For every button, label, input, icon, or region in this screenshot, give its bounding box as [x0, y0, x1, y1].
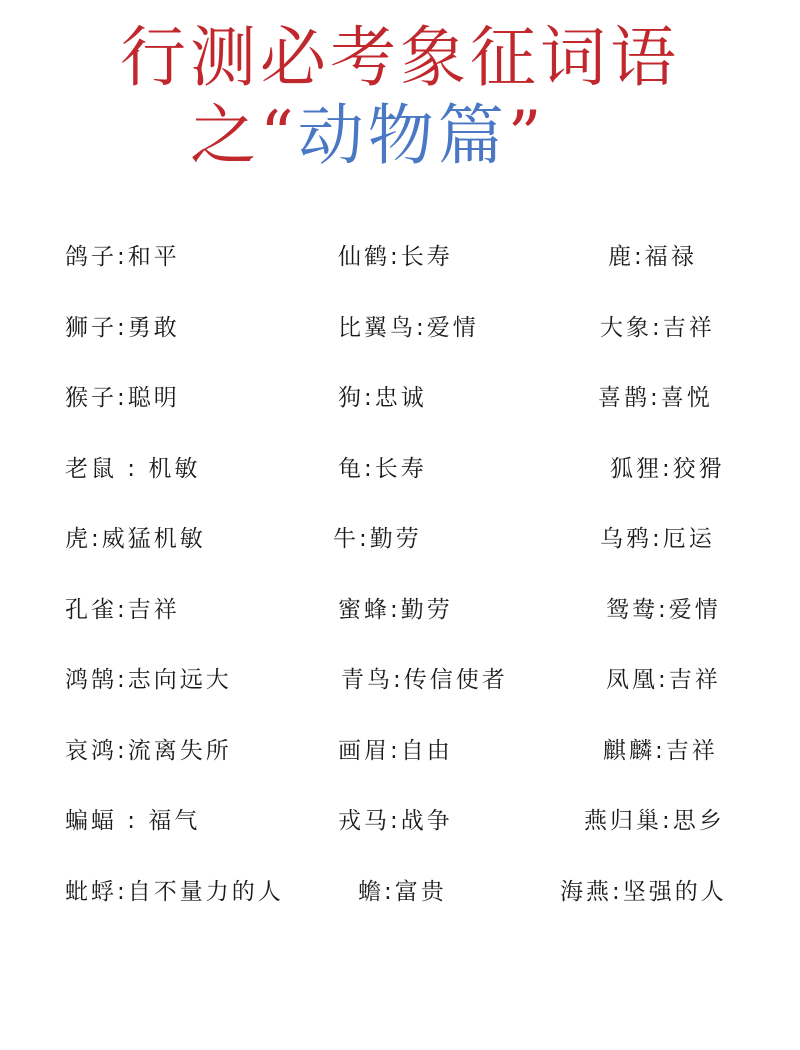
symbol-entry: 海燕:坚强的人 [560, 879, 727, 905]
symbol-entry: 狗:忠诚 [338, 385, 427, 411]
symbol-entry: 画眉:自由 [338, 738, 453, 764]
symbol-entry: 蝙蝠 : 福气 [65, 808, 201, 834]
symbol-entry: 龟:长寿 [338, 456, 427, 482]
subtitle-close-quote: ” [507, 97, 546, 174]
subtitle-prefix: 之 [190, 97, 260, 174]
symbol-entry: 鸿鹄:志向远大 [65, 667, 232, 693]
symbol-entry: 青鸟:传信使者 [341, 667, 508, 693]
symbol-entry: 仙鹤:长寿 [338, 244, 453, 270]
symbol-entry: 狮子:勇敢 [65, 315, 180, 341]
symbol-entry: 虎:威猛机敏 [65, 526, 206, 552]
symbol-entry: 蜜蜂:勤劳 [338, 597, 453, 623]
symbol-entry: 哀鸿:流离失所 [65, 738, 232, 764]
symbol-entry: 凤凰:吉祥 [606, 667, 721, 693]
symbol-entry: 戎马:战争 [338, 808, 453, 834]
symbol-entry: 鸳鸯:爱情 [606, 597, 721, 623]
symbol-entry: 比翼鸟:爱情 [338, 315, 479, 341]
symbol-entry: 蟾:富贵 [358, 879, 447, 905]
title-main: 行测必考象征词语 [120, 19, 680, 96]
symbol-entry: 鹿:福禄 [608, 244, 697, 270]
subtitle-highlight: 动物篇 [297, 97, 508, 174]
symbol-entry: 乌鸦:厄运 [600, 526, 715, 552]
symbol-entry: 老鼠 : 机敏 [65, 456, 201, 482]
symbol-entry: 麒麟:吉祥 [603, 738, 718, 764]
symbol-entry: 孔雀:吉祥 [65, 597, 180, 623]
symbol-entry: 蚍蜉:自不量力的人 [65, 879, 284, 905]
symbol-entry: 燕归巢:思乡 [584, 808, 725, 834]
symbol-entry: 鸽子:和平 [65, 244, 180, 270]
symbol-entry: 牛:勤劳 [333, 526, 422, 552]
symbol-entry: 喜鹊:喜悦 [598, 385, 713, 411]
subtitle-open-quote: “ [260, 97, 298, 174]
symbol-entry: 大象:吉祥 [600, 315, 715, 341]
symbol-entry: 猴子:聪明 [65, 385, 180, 411]
symbol-entry: 狐狸:狡猾 [610, 456, 725, 482]
